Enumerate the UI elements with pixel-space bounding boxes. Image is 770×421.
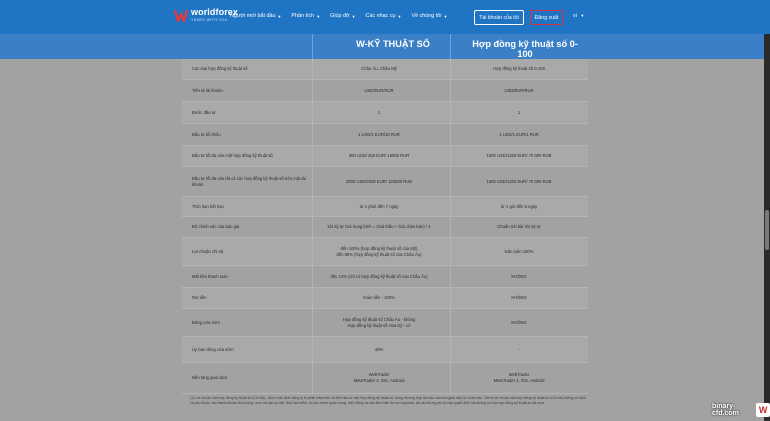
table-row	[182, 146, 588, 167]
table-cell: Hợp đồng kỹ thuật số 0-100	[493, 66, 545, 72]
table-cell: -	[518, 346, 520, 352]
row-label: Ủy ban đóng cửa sớm	[192, 346, 234, 352]
scrollbar-thumb[interactable]	[765, 210, 769, 250]
watermark-text: binary-cfd.com	[712, 403, 739, 417]
language-label: vi	[573, 13, 577, 19]
w-logo-icon	[174, 8, 188, 24]
row-label: Đầu tư tối đa vào tất cả các hợp đồng kỹ thuật số trên một tài khoản	[192, 175, 306, 187]
watermark	[712, 403, 770, 417]
table-cell: WebTrader MetaTrader 4, iOS, Android	[353, 372, 405, 383]
table-cell: USD/EUR/RUR	[504, 87, 534, 93]
column-divider	[312, 59, 313, 394]
table-cell: từ 1 phút đến 7 ngày	[359, 203, 399, 209]
menu-item-beginners[interactable]	[230, 13, 281, 19]
worldforex-logo[interactable]	[174, 8, 238, 24]
table-cell: Châu Âu, Châu Mỹ	[361, 66, 397, 72]
column-divider	[450, 59, 451, 394]
caret-down-icon: ▼	[397, 13, 402, 19]
logo-name: worldforex	[191, 7, 239, 17]
table-cell: Chuẩn trái bài 4/2 ký tự	[497, 224, 541, 230]
column-header-digital-0-100: Hợp đồng kỹ thuật số 0-100	[472, 39, 578, 59]
table-row	[182, 217, 588, 238]
table-cell: 40%	[374, 346, 384, 352]
table-cell: 1 USD/1 EUR/10 RUR	[358, 131, 400, 137]
row-label: Mất tiền thanh toán	[192, 273, 228, 279]
table-cell: 1500 USD/1200 EUR/ 70 000 RUB	[486, 153, 552, 159]
caret-down-icon: ▼	[316, 13, 321, 19]
table-cell: 5/3 ký tự Giá trung bình = (Giá thầu + Giá chào bán) / 2	[327, 224, 431, 230]
header-divider	[312, 34, 313, 59]
menu-label: Phân tích	[291, 13, 315, 19]
watermark-logo-icon: W	[756, 403, 770, 417]
table-cell: hoàn tiền - 100%	[363, 295, 395, 301]
row-label: Bước đầu tư	[192, 109, 216, 115]
row-label: Đầu tư tối thiểu	[192, 131, 221, 137]
footnote-text: (1) Lợi nhuận của hợp đồng kỹ thuật số (Chi trả) - được xác định bằng tỷ lệ phần trăm trên số tiền đầu tư vào hợp đồng kỹ thuật số, trong trường hợp dự báo của nhà giao dịch là chính xác. Giá trị lợi nhuận của hợp đồng kỹ thuật số (Chi trả) không cố định và phụ thuộc vào thanh khoản thị trường, mức tài sản cụ thể, thời hạn kiểm, tin tức chính quan trọng, biến động và các điều kiện thị trường khác, tất cả những yếu tố này quyết định các thông số của hợp đồng kỹ thuật số đã mua.	[190, 396, 586, 405]
menu-label: Các nhạc cụ	[365, 13, 396, 19]
row-label: Lợi nhuận chi trả	[192, 248, 224, 254]
table-cell: từ 1 giờ đến 5 ngày	[500, 203, 538, 209]
menu-label: Người mới bắt đầu	[230, 13, 276, 19]
table-cell: KHÔNG	[511, 319, 527, 325]
comparison-table-header	[0, 34, 770, 59]
table-cell: Hợp đồng kỹ thuật số Châu Âu - không Hợp đồng kỹ thuật số Hoa Kỳ - có	[342, 316, 416, 328]
header-divider	[450, 34, 451, 59]
table-row	[182, 124, 588, 146]
table-cell: 1	[377, 109, 381, 115]
table-row	[182, 167, 588, 197]
row-label: Độ chính xác của báo giá	[192, 224, 240, 230]
main-menu	[230, 13, 457, 19]
menu-item-instruments[interactable]	[366, 13, 402, 19]
menu-item-help[interactable]	[330, 13, 355, 19]
table-cell: USD/EUR/RUR	[364, 87, 394, 93]
table-row	[182, 363, 588, 394]
caret-down-icon: ▼	[277, 13, 282, 19]
table-row	[182, 102, 588, 124]
table-row	[182, 59, 588, 80]
table-cell: đến 100% (hợp đồng kỹ thuật số của Mỹ) đến 85% (hợp đồng kỹ thuật số của Châu Âu)	[336, 245, 422, 257]
table-row	[182, 80, 588, 102]
menu-item-about[interactable]	[411, 13, 447, 19]
table-cell: 300 USD/ 250 EUR/ 15000 RUR	[348, 153, 410, 159]
language-selector[interactable]	[573, 13, 584, 19]
logout-button[interactable]: Đăng xuất	[530, 10, 563, 25]
table-cell: 1500 USD/1200 EUR/ 70 000 RUB	[486, 178, 552, 184]
column-header-w-digital: W-KỸ THUẬT SỐ	[356, 39, 430, 49]
table-cell: 2000 USD/2000 EUR/ 120000 RUB	[345, 178, 413, 184]
row-label: Tiền tệ tài khoản	[192, 87, 223, 93]
caret-down-icon: ▼	[351, 13, 356, 19]
row-label: Đầu tư tối đa vào một hợp đồng kỹ thuật số	[192, 153, 273, 159]
table-row	[182, 309, 588, 337]
table-row	[182, 197, 588, 217]
table-cell: 1 USD/1 EUR/1 RUR	[499, 131, 539, 137]
menu-label: Giúp đỡ	[330, 13, 350, 19]
table-cell: WebTrader MetaTrader 4, iOS, Android	[493, 372, 545, 383]
row-label: Nền tảng giao dịch	[192, 375, 227, 381]
table-cell: 1	[517, 109, 521, 115]
table-cell: KHÔNG	[511, 273, 527, 279]
table-cell: đến 14% (chỉ có hợp đồng kỹ thuật số của Châu Âu)	[330, 273, 428, 279]
table-cell: KHÔNG	[511, 295, 527, 301]
table-row	[182, 238, 588, 266]
table-row	[182, 266, 588, 288]
menu-item-analysis[interactable]	[291, 13, 320, 19]
row-label: Các loại hợp đồng kỹ thuật số	[192, 66, 248, 72]
logo-tagline: YEARS WITH YOU	[191, 18, 228, 22]
table-cell: luôn luôn 100%	[504, 248, 534, 254]
top-navbar	[0, 0, 770, 34]
my-account-button[interactable]: Tài khoản của tôi	[474, 10, 524, 25]
table-row	[182, 337, 588, 363]
row-label: Đóng cửa sớm	[192, 319, 220, 325]
row-label: Rút tiền	[192, 295, 207, 301]
caret-down-icon: ▼	[443, 13, 448, 19]
caret-down-icon: ▼	[580, 13, 585, 18]
menu-label: Về chúng tôi	[411, 13, 442, 19]
row-label: Thời hạn hết hạn	[192, 203, 224, 209]
table-row	[182, 288, 588, 309]
